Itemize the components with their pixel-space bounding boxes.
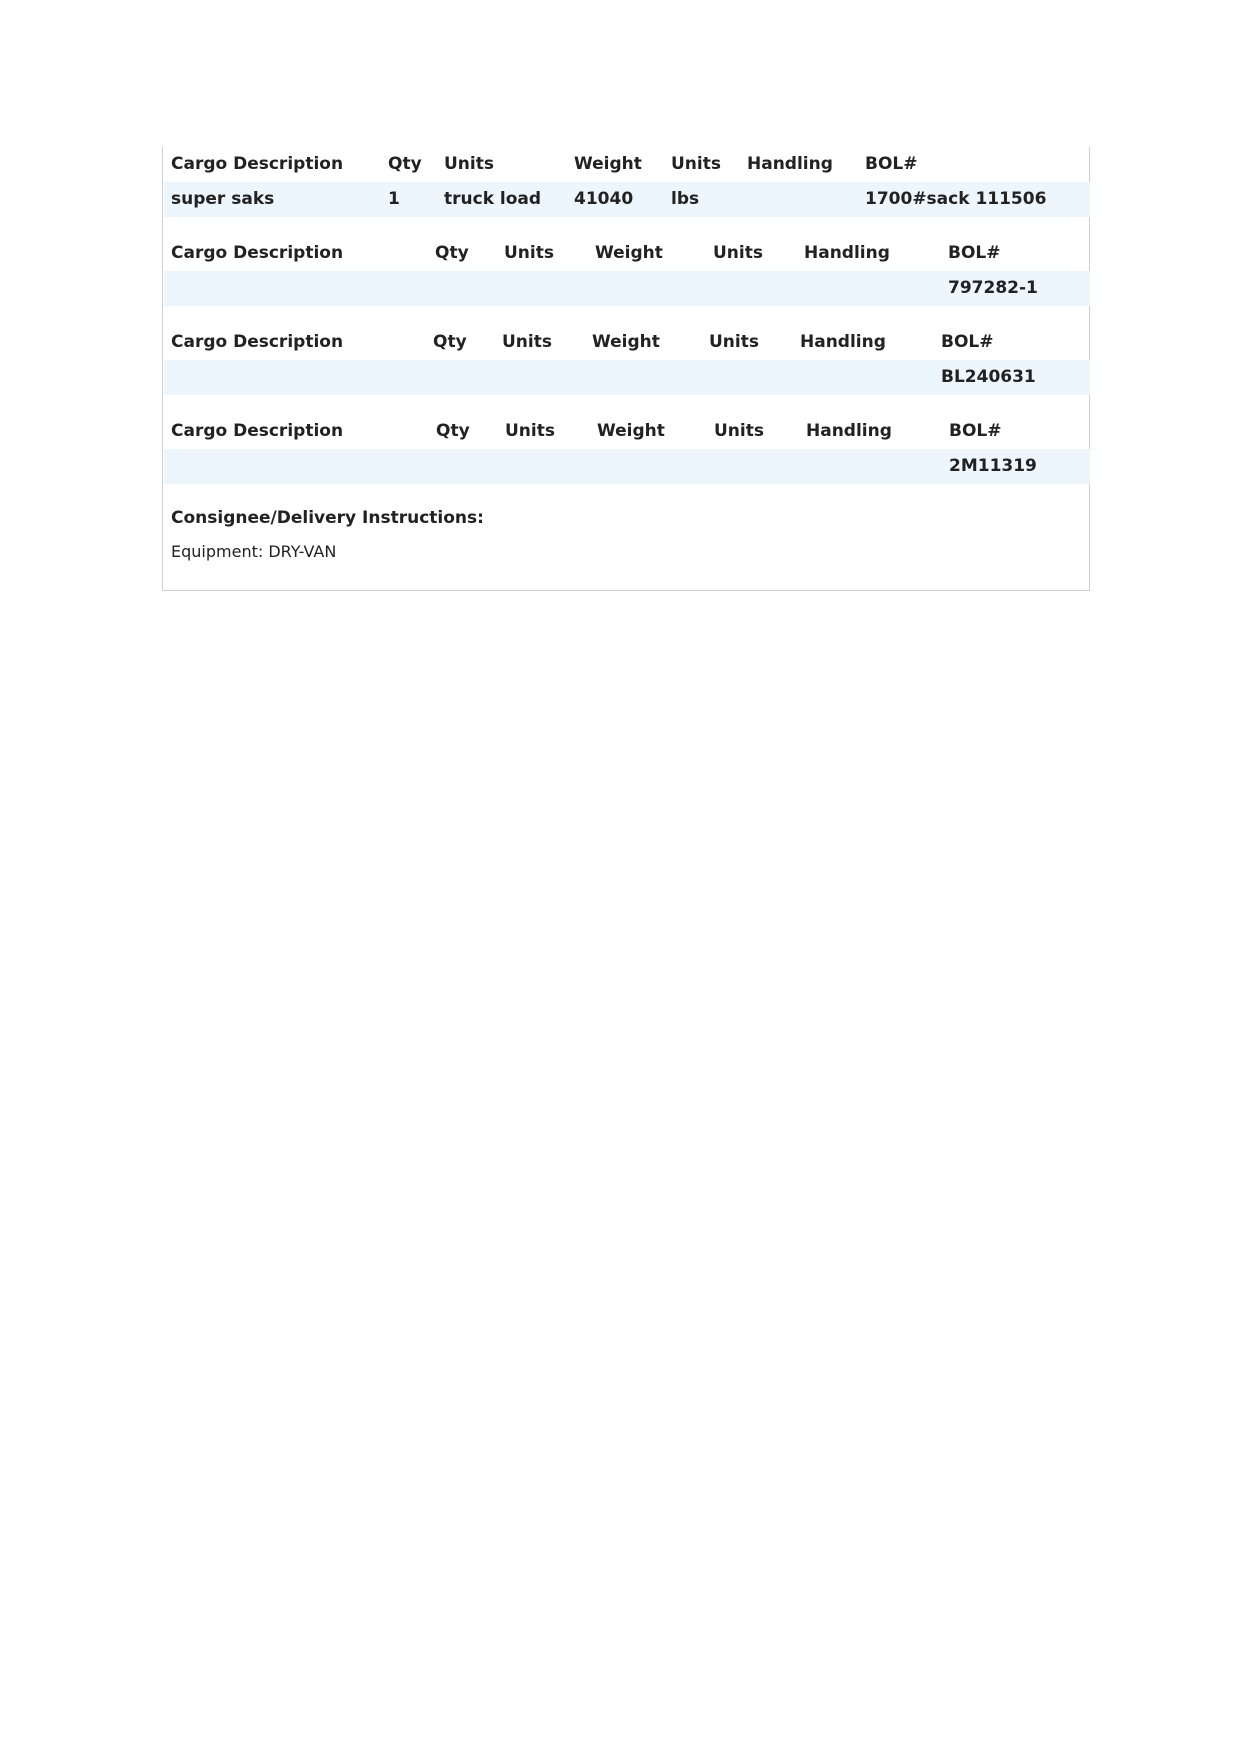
header-weight-units: Units <box>714 421 764 441</box>
cargo-data-row <box>164 449 1090 484</box>
header-handling: Handling <box>747 154 833 174</box>
cell-weight-units: lbs <box>671 189 700 209</box>
cell-bol: BL240631 <box>941 367 1036 387</box>
header-bol: BOL# <box>941 332 994 352</box>
cargo-panel <box>162 147 1090 591</box>
cargo-header-row <box>164 236 1090 271</box>
cell-weight: 41040 <box>574 189 634 209</box>
header-handling: Handling <box>804 243 890 263</box>
header-handling: Handling <box>806 421 892 441</box>
header-weight-units: Units <box>671 154 721 174</box>
header-bol: BOL# <box>865 154 918 174</box>
cell-bol: 2M11319 <box>949 456 1037 476</box>
header-weight: Weight <box>592 332 660 352</box>
header-qty: Qty <box>433 332 467 352</box>
cell-units: truck load <box>444 189 542 209</box>
header-weight: Weight <box>574 154 642 174</box>
header-cargo-description: Cargo Description <box>171 332 344 352</box>
header-cargo-description: Cargo Description <box>171 421 344 441</box>
equipment-text: Equipment: DRY-VAN <box>171 542 337 561</box>
header-bol: BOL# <box>948 243 1001 263</box>
cargo-header-row <box>164 325 1090 360</box>
header-qty: Qty <box>435 243 469 263</box>
consignee-instructions-label: Consignee/Delivery Instructions: <box>171 508 484 528</box>
header-units: Units <box>444 154 494 174</box>
cargo-header-row <box>164 414 1090 449</box>
header-cargo-description: Cargo Description <box>171 154 344 174</box>
header-handling: Handling <box>800 332 886 352</box>
cargo-data-row <box>164 360 1090 395</box>
header-qty: Qty <box>436 421 470 441</box>
header-cargo-description: Cargo Description <box>171 243 344 263</box>
header-weight-units: Units <box>713 243 763 263</box>
cargo-header-row <box>164 147 1090 182</box>
cargo-data-row <box>164 182 1090 217</box>
header-weight: Weight <box>595 243 663 263</box>
cell-bol: 1700#sack 111506 <box>865 189 1047 209</box>
cargo-data-row <box>164 271 1090 306</box>
header-weight: Weight <box>597 421 665 441</box>
cell-qty: 1 <box>388 189 400 209</box>
header-qty: Qty <box>388 154 422 174</box>
cell-bol: 797282-1 <box>948 278 1038 298</box>
cell-cargo-description: super saks <box>171 189 275 209</box>
header-weight-units: Units <box>709 332 759 352</box>
header-units: Units <box>502 332 552 352</box>
header-units: Units <box>504 243 554 263</box>
header-bol: BOL# <box>949 421 1002 441</box>
header-units: Units <box>505 421 555 441</box>
